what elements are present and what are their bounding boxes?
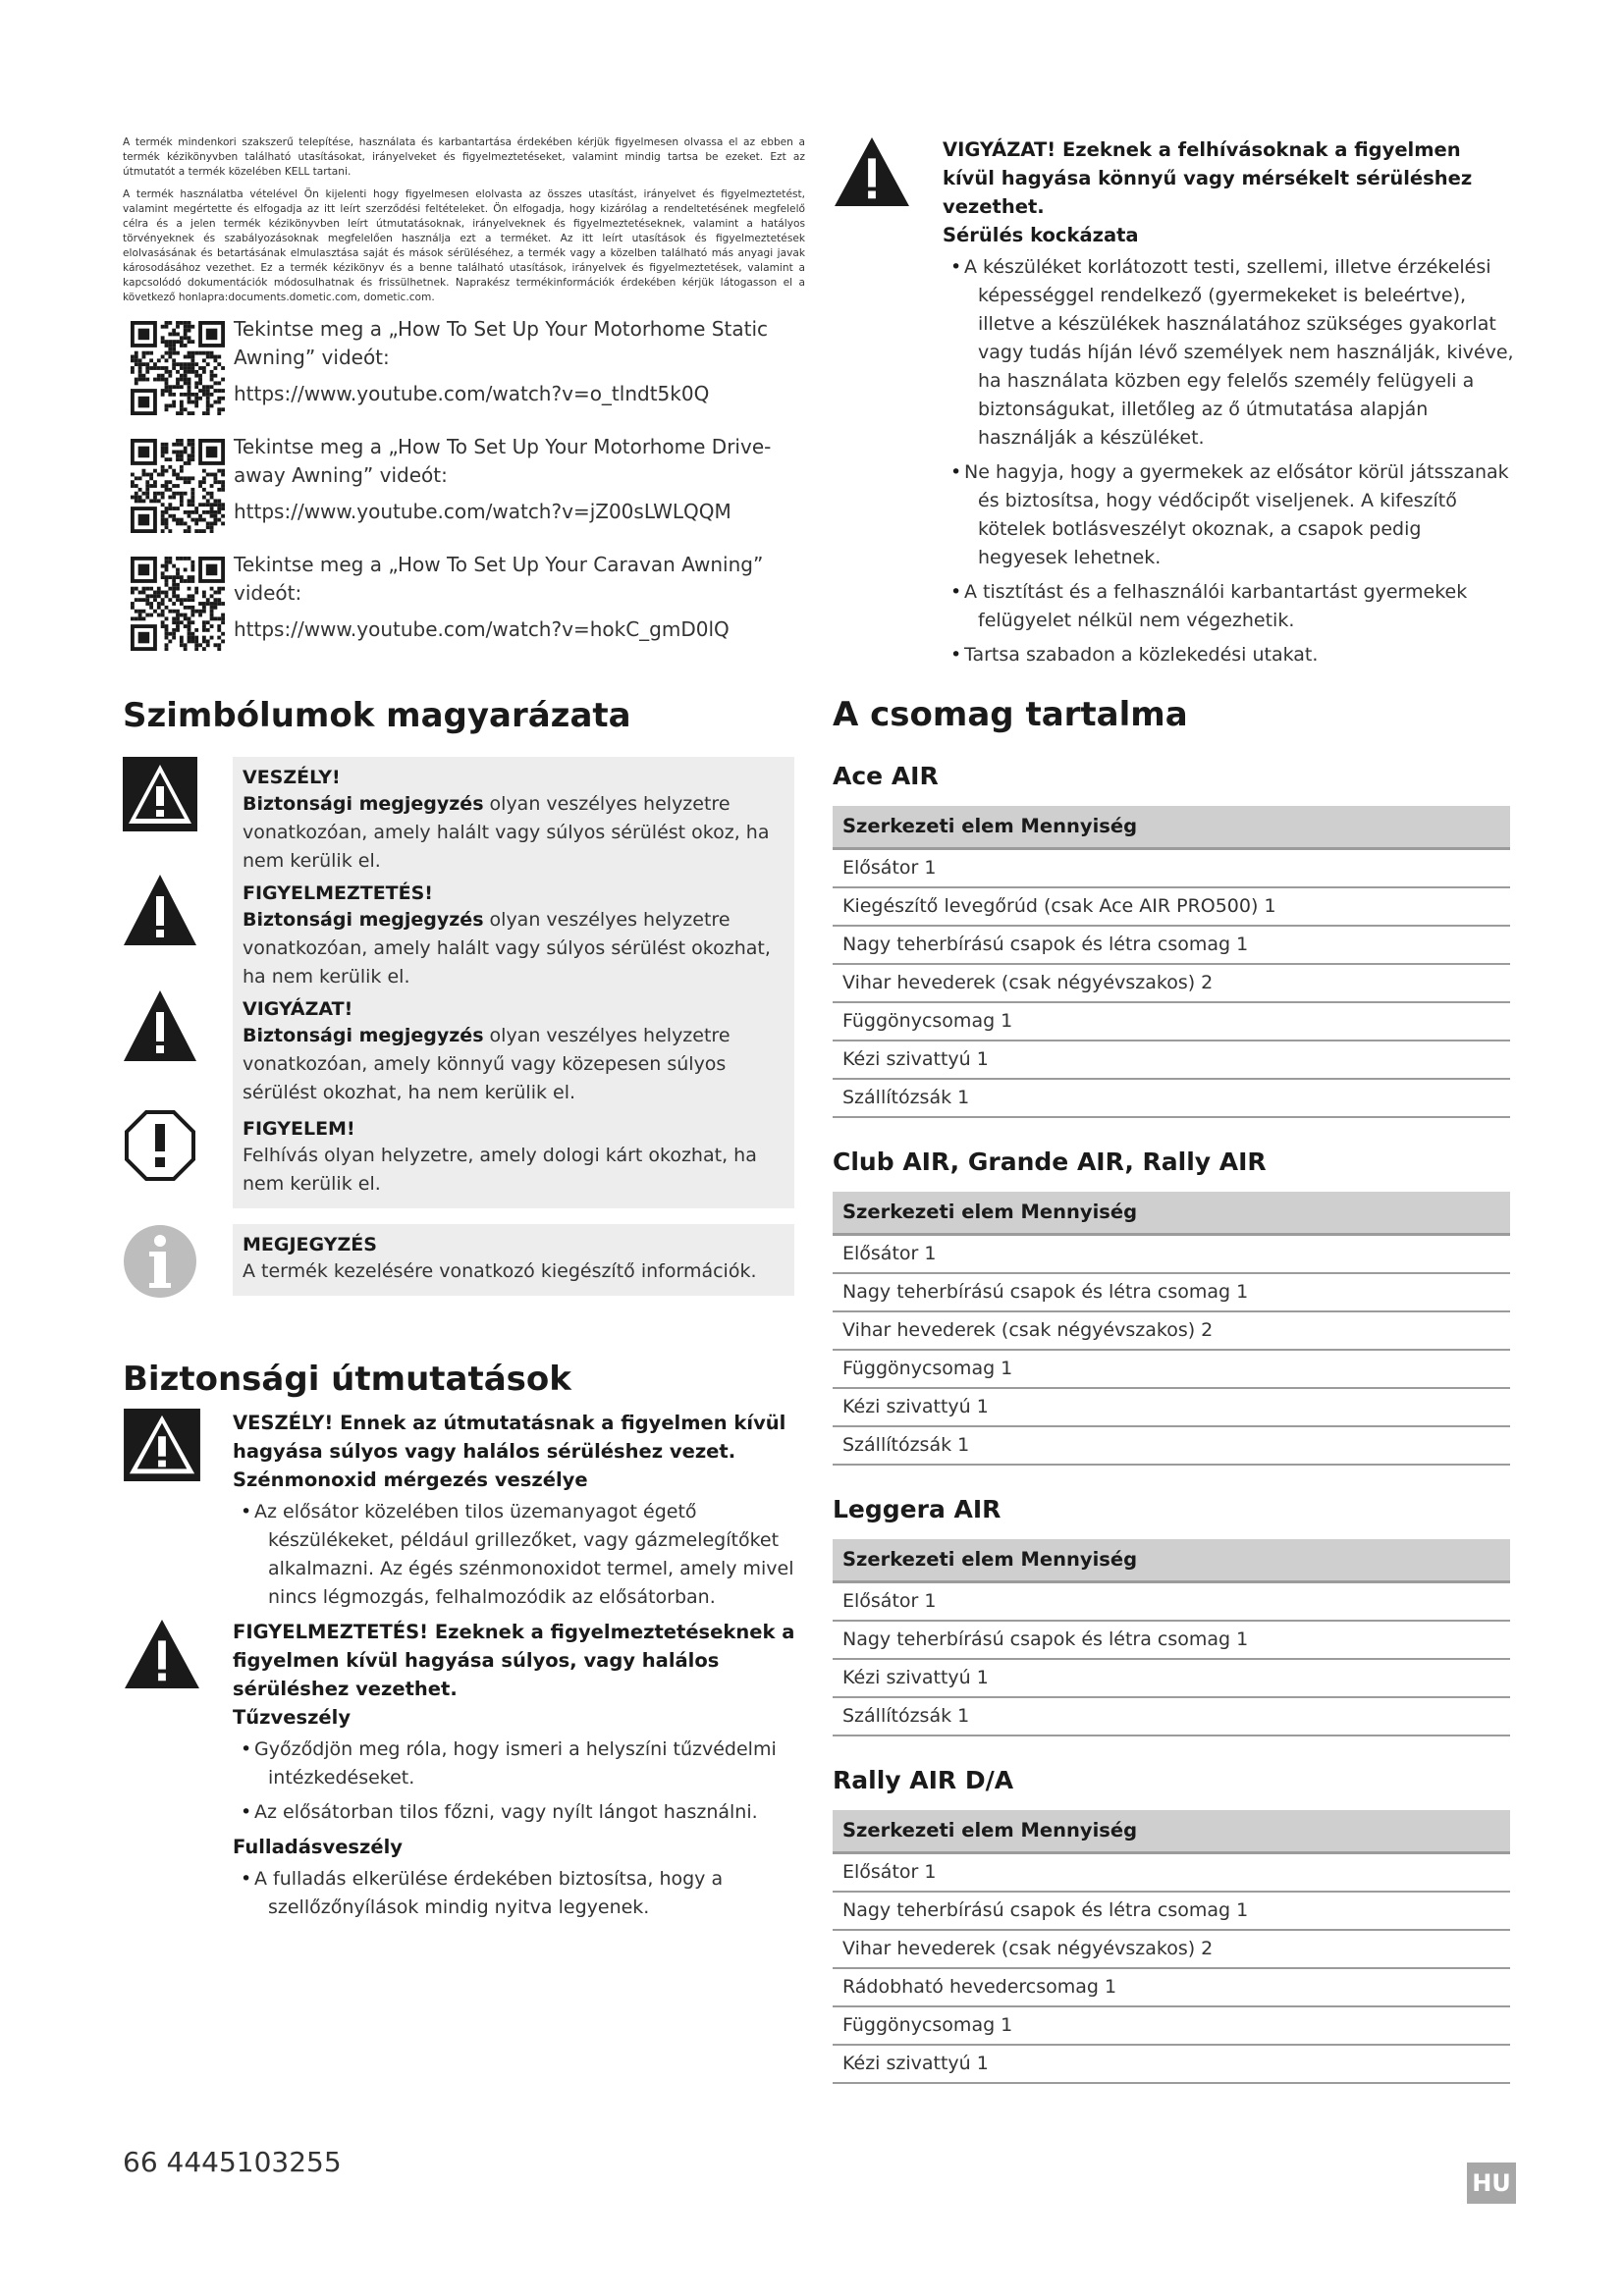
video-url-link[interactable]: https://www.youtube.com/watch?v=jZ00sLWLQQM — [234, 500, 731, 523]
package-table — [833, 806, 1510, 1118]
symbol-row-note — [123, 1224, 805, 1322]
symbol-box-warning — [233, 873, 794, 1001]
language-badge: HU — [1467, 2163, 1516, 2204]
table-row: Függönycsomag 1 — [833, 1351, 1510, 1389]
table-row: Szállítózsák 1 — [833, 1080, 1510, 1118]
symbol-title: MEGJEGYZÉS — [243, 1234, 377, 1255]
safety-caution-head: VIGYÁZAT! Ezeknek a felhívásoknak a figyelmen kívül hagyása könnyű vagy mérsékelt sérüléshez vezethet. — [943, 138, 1473, 218]
table-header: Szerkezeti elem Mennyiség — [833, 1192, 1510, 1236]
video-row — [123, 551, 805, 659]
caution-triangle-icon — [123, 988, 197, 1063]
danger-warning-icon — [123, 1409, 201, 1481]
video-text — [234, 315, 784, 408]
bullet-item: • Az elősátor közelében tilos üzemanyagot égető készülékeket, például grillezőket, vagy gázmelegítőket alkalmazni. Az égés szénmonoxidot termel, amely mivel nincs légmozgás, felhalmozódik az elősátorban. — [233, 1498, 805, 1612]
table-row: Nagy teherbírású csapok és létra csomag 1 — [833, 1274, 1510, 1312]
table-row: Nagy teherbírású csapok és létra csomag 1 — [833, 1893, 1510, 1931]
package-group-title: Leggera AIR — [833, 1495, 1001, 1523]
symbol-title: VESZÉLY! — [243, 767, 341, 788]
notice-octagon-icon — [123, 1108, 197, 1183]
qr-code-icon — [131, 439, 225, 533]
safety-warning-bullets-fire — [233, 1735, 805, 1827]
video-row — [123, 315, 805, 423]
table-row: Szállítózsák 1 — [833, 1698, 1510, 1736]
safety-caution-body — [943, 135, 1516, 669]
danger-warning-icon — [123, 757, 197, 831]
table-row: Kézi szivattyú 1 — [833, 1389, 1510, 1427]
right-column — [833, 135, 1516, 2084]
table-row: Nagy teherbírású csapok és létra csomag 1 — [833, 927, 1510, 965]
table-row: Elősátor 1 — [833, 850, 1510, 888]
table-row: Kézi szivattyú 1 — [833, 1660, 1510, 1698]
safety-warning-sub-fire: Tűzveszély — [233, 1706, 352, 1729]
table-header: Szerkezeti elem Mennyiség — [833, 1810, 1510, 1854]
video-url-link[interactable]: https://www.youtube.com/watch?v=o_tlndt5k0Q — [234, 382, 710, 405]
symbols-heading: Szimbólumok magyarázata — [123, 696, 631, 735]
table-row: Kiegészítő levegőrúd (csak Ace AIR PRO500) 1 — [833, 888, 1510, 927]
safety-danger-body — [233, 1409, 805, 1612]
left-column — [123, 135, 805, 1928]
info-icon — [123, 1224, 197, 1299]
symbol-row-danger — [123, 757, 805, 873]
caution-triangle-icon — [833, 135, 911, 208]
safety-warning-sub-suffocation: Fulladásveszély — [233, 1836, 403, 1858]
video-list — [123, 315, 805, 659]
symbol-box-caution — [233, 988, 794, 1117]
table-header: Szerkezeti elem Mennyiség — [833, 806, 1510, 850]
symbol-title: VIGYÁZAT! — [243, 998, 353, 1020]
safety-caution-bullets — [943, 253, 1516, 669]
symbol-row-notice — [123, 1108, 805, 1224]
warning-triangle-icon — [123, 1618, 201, 1690]
table-row: Vihar hevederek (csak négyévszakos) 2 — [833, 1312, 1510, 1351]
bullet-item: • Győződjön meg róla, hogy ismeri a helyszíni tűzvédelmi intézkedéseket. — [233, 1735, 805, 1792]
safety-warning-bullets-suffocation — [233, 1865, 805, 1922]
symbol-text: Biztonsági megjegyzés olyan veszélyes helyzetre vonatkozóan, amely halált vagy súlyos sérülést okozhat, ha nem kerülik el. — [243, 909, 771, 988]
bullet-item: • A tisztítást és a felhasználói karbantartást gyermekek felügyelet nélkül nem végezhetik. — [943, 578, 1516, 635]
video-url-link[interactable]: https://www.youtube.com/watch?v=hokC_gmD0lQ — [234, 617, 730, 641]
table-row: Függönycsomag 1 — [833, 2007, 1510, 2046]
table-row: Elősátor 1 — [833, 1583, 1510, 1622]
symbol-title: FIGYELEM! — [243, 1118, 355, 1140]
table-row: Kézi szivattyú 1 — [833, 1041, 1510, 1080]
package-groups — [833, 762, 1516, 2084]
package-table — [833, 1192, 1510, 1466]
qr-code-icon — [131, 557, 225, 651]
safety-danger-bullets — [233, 1498, 805, 1612]
table-row: Szállítózsák 1 — [833, 1427, 1510, 1466]
video-text — [234, 551, 784, 644]
symbol-text: Felhívás olyan helyzetre, amely dologi kárt okozhat, ha nem kerülik el. — [243, 1145, 757, 1195]
video-title: Tekintse meg a „How To Set Up Your Caravan Awning” videót: — [234, 553, 764, 605]
table-row: Nagy teherbírású csapok és létra csomag 1 — [833, 1622, 1510, 1660]
bullet-item: • Az elősátorban tilos főzni, vagy nyílt lángot használni. — [233, 1798, 805, 1827]
safety-warning-body — [233, 1618, 805, 1922]
safety-warning-block — [123, 1618, 805, 1922]
symbol-box-notice — [233, 1108, 794, 1208]
symbols-list — [123, 757, 805, 1322]
safety-warning-head: FIGYELMEZTETÉS! Ezeknek a figyelmeztetéseknek a figyelmen kívül hagyása súlyos, vagy halálos sérüléshez vezethet. — [233, 1621, 795, 1700]
package-table — [833, 1810, 1510, 2084]
video-title: Tekintse meg a „How To Set Up Your Motorhome Static Awning” videót: — [234, 317, 768, 369]
video-text — [234, 433, 784, 526]
safety-caution-block — [833, 135, 1516, 669]
bullet-item: • A fulladás elkerülése érdekében biztosítsa, hogy a szellőzőnyílások mindig nyitva legyenek. — [233, 1865, 805, 1922]
symbol-box-danger — [233, 757, 794, 885]
intro-paragraph-2: A termék használatba vételével Ön kijelenti hogy figyelmesen elolvasta az összes utasítást, irányelvet és figyelmeztetést, valamint megértette és elfogadja az itt leírt szerződési feltételeket. Ön elfogadja, hogy kizárólag a rendeltetésének megfelelő célra és a jelen termék kézikönyvben leírt útmutatásoknak, irányelveknek és figyelmeztetéseknek, valamint a hatályos törvényeknek és szabályozásoknak megfelelően használja ezt a terméket. Az itt leírt utasítások és figyelmeztetések elolvasásának és betartásának elmulasztása saját és mások sérüléséhez, a termék vagy a közelben található más anyagi javak károsodásához vezethet. Ez a termék kézikönyv és a benne található utasítások, irányelvek és figyelmeztetések, valamint a kapcsolódó dokumentációk módosulhatnak és frissülhetnek. Naprakész termékinformációk érdekében kérjük látogasson el a következő honlapra:documents.dometic.com, dometic.com. — [123, 188, 805, 303]
safety-heading: Biztonsági útmutatások — [123, 1360, 571, 1399]
qr-code-icon — [131, 321, 225, 415]
bullet-item: • Ne hagyja, hogy a gyermekek az elősátor körül játsszanak és biztosítsa, hogy védőcipőt viseljenek. A kifeszítő kötelek botlásveszélyt okoznak, a csapok pedig hegyesek lehetnek. — [943, 458, 1516, 572]
video-title: Tekintse meg a „How To Set Up Your Motorhome Drive-away Awning” videót: — [234, 435, 772, 487]
package-group-title: Club AIR, Grande AIR, Rally AIR — [833, 1148, 1267, 1176]
table-row: Vihar hevederek (csak négyévszakos) 2 — [833, 1931, 1510, 1969]
intro-paragraph-1: A termék mindenkori szakszerű telepítése, használata és karbantartása érdekében kérjük figyelmesen olvassa el az ebben a termék kézikönyvben található utasításokat, irányelveket és figyelmeztetéseket, valamint mindig tartsa be ezeket. Ezt az útmutatót a termék közelében KELL tartani. — [123, 136, 805, 178]
video-row — [123, 433, 805, 541]
table-row: Kézi szivattyú 1 — [833, 2046, 1510, 2084]
safety-danger-head: VESZÉLY! Ennek az útmutatásnak a figyelmen kívül hagyása súlyos vagy halálos sérüléshez vezet. — [233, 1412, 786, 1463]
symbol-row-caution — [123, 988, 805, 1108]
package-table — [833, 1539, 1510, 1736]
package-group-title: Ace AIR — [833, 762, 939, 790]
symbol-text: Biztonsági megjegyzés olyan veszélyes helyzetre vonatkozóan, amely könnyű vagy közepesen súlyos sérülést okozhat, ha nem kerülik el. — [243, 1025, 731, 1103]
package-group-title: Rally AIR D/A — [833, 1766, 1014, 1794]
symbol-title: FIGYELMEZTETÉS! — [243, 882, 433, 904]
safety-caution-sub: Sérülés kockázata — [943, 224, 1139, 246]
bullet-item: • Tartsa szabadon a közlekedési utakat. — [943, 641, 1516, 669]
table-row: Függönycsomag 1 — [833, 1003, 1510, 1041]
symbol-row-warning — [123, 873, 805, 988]
package-heading: A csomag tartalma — [833, 695, 1188, 734]
table-row: Elősátor 1 — [833, 1854, 1510, 1893]
table-header: Szerkezeti elem Mennyiség — [833, 1539, 1510, 1583]
safety-danger-sub: Szénmonoxid mérgezés veszélye — [233, 1468, 588, 1491]
table-row: Rádobható hevedercsomag 1 — [833, 1969, 1510, 2007]
page-number: 66 4445103255 — [123, 2146, 342, 2178]
symbol-text: A termék kezelésére vonatkozó kiegészítő információk. — [243, 1260, 757, 1282]
symbol-box-note — [233, 1224, 794, 1296]
bullet-item: • A készüléket korlátozott testi, szellemi, illetve érzékelési képességgel rendelkező (gyermekeket is beleértve), illetve a készülékek használatához szükséges gyakorlat vagy tudás híján lévő személyek nem használják, kivéve, ha használata közben egy felelős személy felügyeli a biztonságukat, illetőleg az ő útmutatása alapján használják a készüléket. — [943, 253, 1516, 453]
warning-triangle-icon — [123, 873, 197, 947]
symbol-text: Biztonsági megjegyzés olyan veszélyes helyzetre vonatkozóan, amely halált vagy súlyos sérülést okoz, ha nem kerülik el. — [243, 793, 770, 872]
table-row: Vihar hevederek (csak négyévszakos) 2 — [833, 965, 1510, 1003]
table-row: Elősátor 1 — [833, 1236, 1510, 1274]
safety-danger-block — [123, 1409, 805, 1612]
